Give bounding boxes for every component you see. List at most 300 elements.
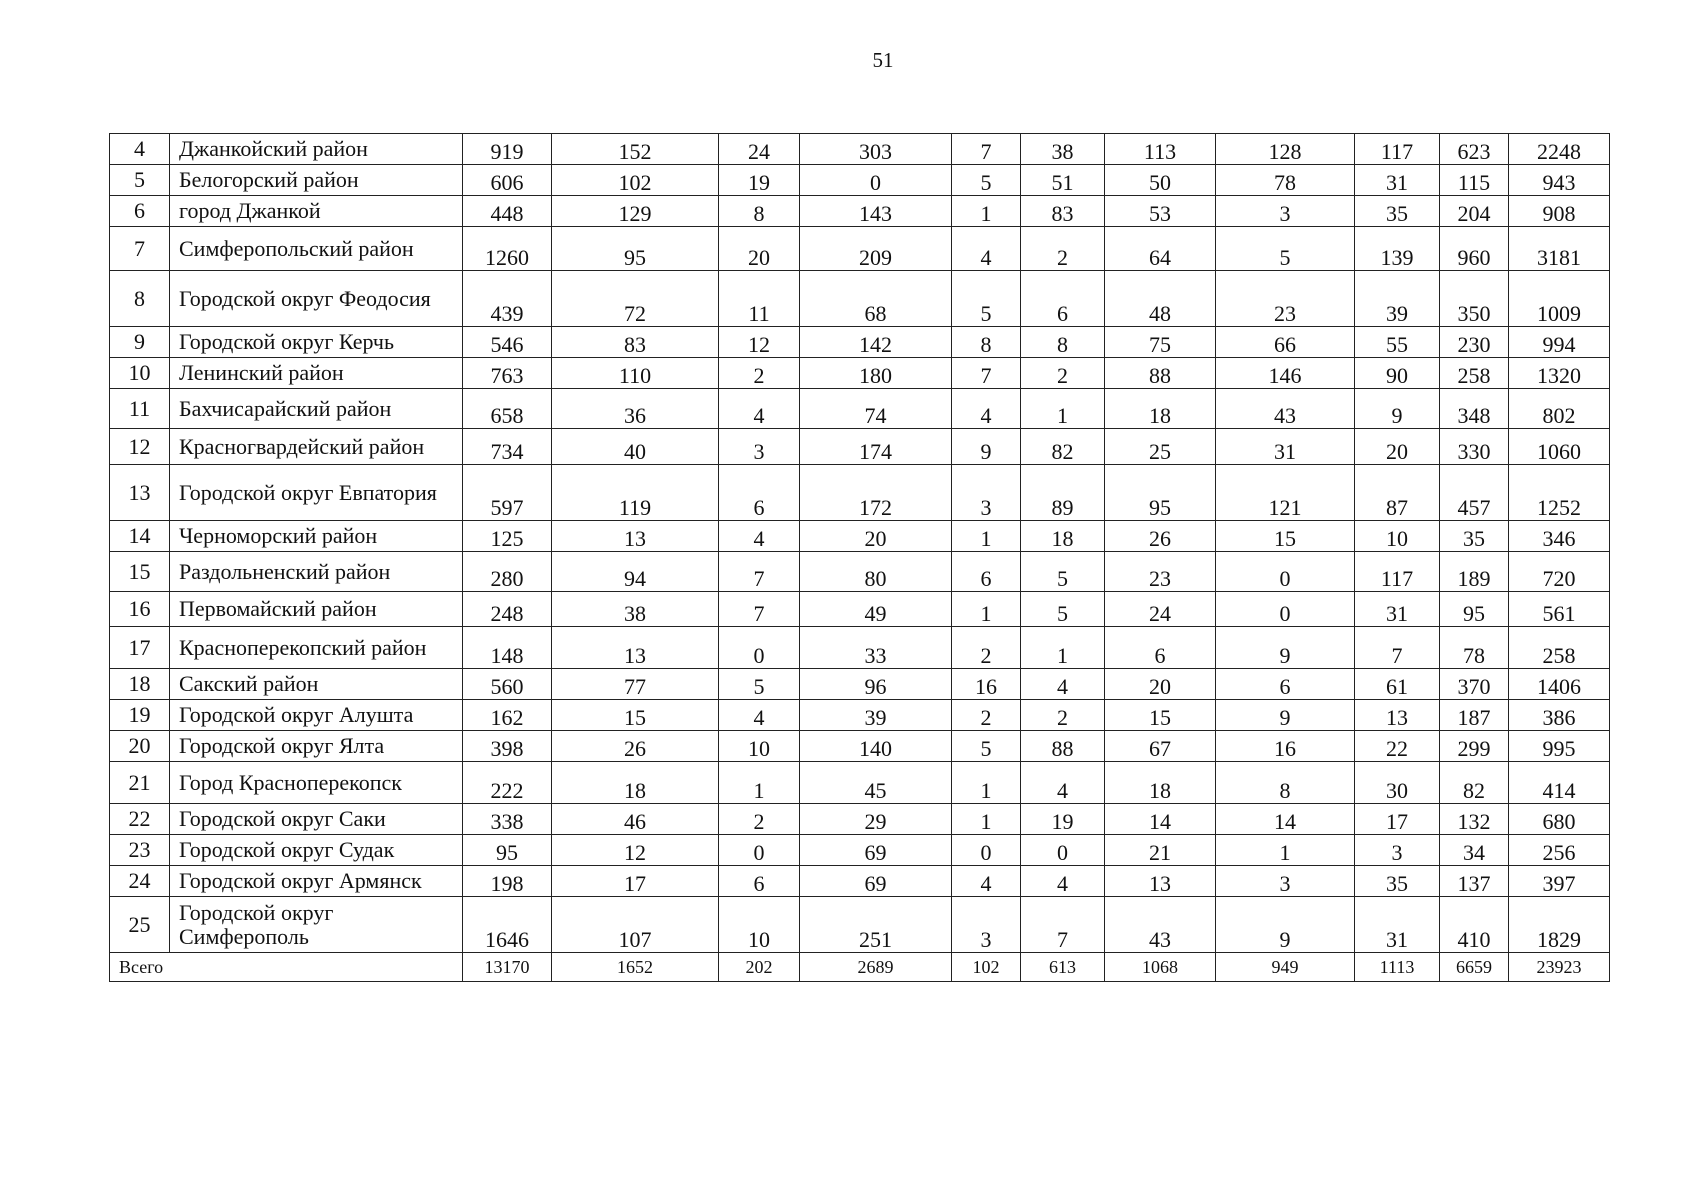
value-cell: 222 bbox=[463, 762, 552, 804]
value-cell: 55 bbox=[1355, 327, 1440, 358]
value-cell: 17 bbox=[1355, 804, 1440, 835]
total-value-cell: 6659 bbox=[1440, 953, 1509, 982]
value-cell: 78 bbox=[1440, 627, 1509, 669]
value-cell: 146 bbox=[1216, 358, 1355, 389]
statistics-table bbox=[109, 133, 1610, 982]
district-name: Городской округ Судак bbox=[170, 835, 463, 866]
value-cell: 1060 bbox=[1509, 429, 1610, 465]
value-cell: 4 bbox=[1021, 669, 1105, 700]
value-cell: 4 bbox=[719, 700, 800, 731]
row-number: 21 bbox=[110, 762, 170, 804]
table-row bbox=[110, 835, 1610, 866]
district-name: Городской округ Ялта bbox=[170, 731, 463, 762]
table-row bbox=[110, 327, 1610, 358]
value-cell: 90 bbox=[1355, 358, 1440, 389]
row-number: 20 bbox=[110, 731, 170, 762]
value-cell: 10 bbox=[719, 897, 800, 953]
value-cell: 18 bbox=[1105, 389, 1216, 429]
value-cell: 338 bbox=[463, 804, 552, 835]
district-name: Городской округ Феодосия bbox=[170, 271, 463, 327]
value-cell: 623 bbox=[1440, 134, 1509, 165]
district-name: Джанкойский район bbox=[170, 134, 463, 165]
value-cell: 3 bbox=[1216, 866, 1355, 897]
district-name: Городской округ Евпатория bbox=[170, 465, 463, 521]
value-cell: 1252 bbox=[1509, 465, 1610, 521]
value-cell: 386 bbox=[1509, 700, 1610, 731]
value-cell: 1 bbox=[719, 762, 800, 804]
total-value-cell: 2689 bbox=[800, 953, 952, 982]
value-cell: 113 bbox=[1105, 134, 1216, 165]
value-cell: 102 bbox=[552, 165, 719, 196]
value-cell: 82 bbox=[1021, 429, 1105, 465]
value-cell: 39 bbox=[1355, 271, 1440, 327]
value-cell: 69 bbox=[800, 835, 952, 866]
value-cell: 5 bbox=[952, 731, 1021, 762]
district-name: Городской округ Керчь bbox=[170, 327, 463, 358]
value-cell: 22 bbox=[1355, 731, 1440, 762]
value-cell: 763 bbox=[463, 358, 552, 389]
table-row bbox=[110, 627, 1610, 669]
value-cell: 230 bbox=[1440, 327, 1509, 358]
table-row bbox=[110, 465, 1610, 521]
value-cell: 25 bbox=[1105, 429, 1216, 465]
value-cell: 13 bbox=[1355, 700, 1440, 731]
value-cell: 20 bbox=[800, 521, 952, 552]
row-number: 12 bbox=[110, 429, 170, 465]
value-cell: 64 bbox=[1105, 227, 1216, 271]
value-cell: 88 bbox=[1021, 731, 1105, 762]
value-cell: 908 bbox=[1509, 196, 1610, 227]
value-cell: 36 bbox=[552, 389, 719, 429]
value-cell: 66 bbox=[1216, 327, 1355, 358]
value-cell: 4 bbox=[1021, 762, 1105, 804]
value-cell: 5 bbox=[1021, 592, 1105, 627]
district-name: Ленинский район bbox=[170, 358, 463, 389]
value-cell: 31 bbox=[1355, 165, 1440, 196]
value-cell: 1260 bbox=[463, 227, 552, 271]
value-cell: 119 bbox=[552, 465, 719, 521]
value-cell: 280 bbox=[463, 552, 552, 592]
value-cell: 1 bbox=[952, 521, 1021, 552]
value-cell: 256 bbox=[1509, 835, 1610, 866]
value-cell: 9 bbox=[1355, 389, 1440, 429]
value-cell: 560 bbox=[463, 669, 552, 700]
district-name: Симферопольский район bbox=[170, 227, 463, 271]
total-value-cell: 23923 bbox=[1509, 953, 1610, 982]
total-value-cell: 202 bbox=[719, 953, 800, 982]
value-cell: 919 bbox=[463, 134, 552, 165]
value-cell: 20 bbox=[1355, 429, 1440, 465]
total-value-cell: 949 bbox=[1216, 953, 1355, 982]
value-cell: 943 bbox=[1509, 165, 1610, 196]
value-cell: 43 bbox=[1105, 897, 1216, 953]
row-number: 24 bbox=[110, 866, 170, 897]
value-cell: 7 bbox=[1021, 897, 1105, 953]
value-cell: 189 bbox=[1440, 552, 1509, 592]
value-cell: 7 bbox=[1355, 627, 1440, 669]
value-cell: 11 bbox=[719, 271, 800, 327]
value-cell: 4 bbox=[719, 521, 800, 552]
value-cell: 6 bbox=[719, 465, 800, 521]
district-name: Городской округ Саки bbox=[170, 804, 463, 835]
value-cell: 20 bbox=[1105, 669, 1216, 700]
table-row bbox=[110, 521, 1610, 552]
value-cell: 0 bbox=[1216, 552, 1355, 592]
value-cell: 6 bbox=[1105, 627, 1216, 669]
value-cell: 7 bbox=[952, 358, 1021, 389]
district-name: Город Красноперекопск bbox=[170, 762, 463, 804]
value-cell: 1406 bbox=[1509, 669, 1610, 700]
value-cell: 172 bbox=[800, 465, 952, 521]
value-cell: 12 bbox=[552, 835, 719, 866]
value-cell: 23 bbox=[1216, 271, 1355, 327]
value-cell: 75 bbox=[1105, 327, 1216, 358]
value-cell: 83 bbox=[1021, 196, 1105, 227]
value-cell: 24 bbox=[719, 134, 800, 165]
table-row bbox=[110, 429, 1610, 465]
value-cell: 148 bbox=[463, 627, 552, 669]
value-cell: 45 bbox=[800, 762, 952, 804]
value-cell: 370 bbox=[1440, 669, 1509, 700]
row-number: 19 bbox=[110, 700, 170, 731]
row-number: 14 bbox=[110, 521, 170, 552]
value-cell: 95 bbox=[552, 227, 719, 271]
table-row bbox=[110, 762, 1610, 804]
value-cell: 20 bbox=[719, 227, 800, 271]
value-cell: 115 bbox=[1440, 165, 1509, 196]
value-cell: 89 bbox=[1021, 465, 1105, 521]
value-cell: 142 bbox=[800, 327, 952, 358]
value-cell: 72 bbox=[552, 271, 719, 327]
value-cell: 299 bbox=[1440, 731, 1509, 762]
value-cell: 35 bbox=[1355, 866, 1440, 897]
value-cell: 96 bbox=[800, 669, 952, 700]
value-cell: 12 bbox=[719, 327, 800, 358]
value-cell: 303 bbox=[800, 134, 952, 165]
value-cell: 19 bbox=[719, 165, 800, 196]
value-cell: 87 bbox=[1355, 465, 1440, 521]
district-name: Первомайский район bbox=[170, 592, 463, 627]
value-cell: 448 bbox=[463, 196, 552, 227]
value-cell: 31 bbox=[1216, 429, 1355, 465]
value-cell: 209 bbox=[800, 227, 952, 271]
value-cell: 29 bbox=[800, 804, 952, 835]
table-row bbox=[110, 389, 1610, 429]
value-cell: 35 bbox=[1355, 196, 1440, 227]
value-cell: 8 bbox=[1216, 762, 1355, 804]
value-cell: 1009 bbox=[1509, 271, 1610, 327]
value-cell: 69 bbox=[800, 866, 952, 897]
value-cell: 0 bbox=[952, 835, 1021, 866]
value-cell: 960 bbox=[1440, 227, 1509, 271]
district-name: Городской округ Симферополь bbox=[170, 897, 463, 953]
value-cell: 68 bbox=[800, 271, 952, 327]
value-cell: 0 bbox=[1216, 592, 1355, 627]
value-cell: 994 bbox=[1509, 327, 1610, 358]
value-cell: 546 bbox=[463, 327, 552, 358]
value-cell: 143 bbox=[800, 196, 952, 227]
value-cell: 1 bbox=[1021, 627, 1105, 669]
value-cell: 0 bbox=[719, 627, 800, 669]
total-label: Всего bbox=[110, 953, 463, 982]
value-cell: 439 bbox=[463, 271, 552, 327]
value-cell: 110 bbox=[552, 358, 719, 389]
table-row bbox=[110, 196, 1610, 227]
value-cell: 107 bbox=[552, 897, 719, 953]
table-row bbox=[110, 804, 1610, 835]
row-number: 18 bbox=[110, 669, 170, 700]
value-cell: 9 bbox=[952, 429, 1021, 465]
value-cell: 174 bbox=[800, 429, 952, 465]
value-cell: 346 bbox=[1509, 521, 1610, 552]
value-cell: 398 bbox=[463, 731, 552, 762]
value-cell: 10 bbox=[1355, 521, 1440, 552]
district-name: Раздольненский район bbox=[170, 552, 463, 592]
value-cell: 1 bbox=[952, 592, 1021, 627]
district-name: Красноперекопский район bbox=[170, 627, 463, 669]
value-cell: 78 bbox=[1216, 165, 1355, 196]
table-row bbox=[110, 897, 1610, 953]
value-cell: 24 bbox=[1105, 592, 1216, 627]
table-row bbox=[110, 134, 1610, 165]
row-number: 13 bbox=[110, 465, 170, 521]
value-cell: 74 bbox=[800, 389, 952, 429]
district-name: Черноморский район bbox=[170, 521, 463, 552]
value-cell: 7 bbox=[719, 552, 800, 592]
total-value-cell: 1068 bbox=[1105, 953, 1216, 982]
district-name: Городской округ Армянск bbox=[170, 866, 463, 897]
value-cell: 180 bbox=[800, 358, 952, 389]
value-cell: 8 bbox=[1021, 327, 1105, 358]
table-row bbox=[110, 669, 1610, 700]
value-cell: 9 bbox=[1216, 897, 1355, 953]
value-cell: 680 bbox=[1509, 804, 1610, 835]
value-cell: 51 bbox=[1021, 165, 1105, 196]
district-name: Городской округ Алушта bbox=[170, 700, 463, 731]
value-cell: 34 bbox=[1440, 835, 1509, 866]
row-number: 4 bbox=[110, 134, 170, 165]
value-cell: 31 bbox=[1355, 592, 1440, 627]
row-number: 23 bbox=[110, 835, 170, 866]
district-name: Сакский район bbox=[170, 669, 463, 700]
value-cell: 21 bbox=[1105, 835, 1216, 866]
value-cell: 38 bbox=[1021, 134, 1105, 165]
value-cell: 13 bbox=[1105, 866, 1216, 897]
table-row bbox=[110, 271, 1610, 327]
table-row bbox=[110, 592, 1610, 627]
value-cell: 31 bbox=[1355, 897, 1440, 953]
value-cell: 2 bbox=[719, 358, 800, 389]
value-cell: 117 bbox=[1355, 134, 1440, 165]
value-cell: 95 bbox=[1105, 465, 1216, 521]
value-cell: 1320 bbox=[1509, 358, 1610, 389]
value-cell: 128 bbox=[1216, 134, 1355, 165]
total-value-cell: 102 bbox=[952, 953, 1021, 982]
value-cell: 117 bbox=[1355, 552, 1440, 592]
value-cell: 204 bbox=[1440, 196, 1509, 227]
value-cell: 802 bbox=[1509, 389, 1610, 429]
value-cell: 6 bbox=[719, 866, 800, 897]
value-cell: 14 bbox=[1216, 804, 1355, 835]
value-cell: 3 bbox=[1216, 196, 1355, 227]
row-number: 17 bbox=[110, 627, 170, 669]
value-cell: 2 bbox=[1021, 227, 1105, 271]
table-row bbox=[110, 700, 1610, 731]
value-cell: 397 bbox=[1509, 866, 1610, 897]
value-cell: 132 bbox=[1440, 804, 1509, 835]
value-cell: 95 bbox=[463, 835, 552, 866]
value-cell: 13 bbox=[552, 521, 719, 552]
value-cell: 40 bbox=[552, 429, 719, 465]
value-cell: 14 bbox=[1105, 804, 1216, 835]
value-cell: 606 bbox=[463, 165, 552, 196]
row-number: 8 bbox=[110, 271, 170, 327]
value-cell: 3 bbox=[719, 429, 800, 465]
district-name: Белогорский район bbox=[170, 165, 463, 196]
table-row bbox=[110, 227, 1610, 271]
value-cell: 39 bbox=[800, 700, 952, 731]
value-cell: 23 bbox=[1105, 552, 1216, 592]
value-cell: 198 bbox=[463, 866, 552, 897]
value-cell: 9 bbox=[1216, 627, 1355, 669]
value-cell: 6 bbox=[1021, 271, 1105, 327]
value-cell: 1 bbox=[952, 196, 1021, 227]
value-cell: 139 bbox=[1355, 227, 1440, 271]
row-number: 6 bbox=[110, 196, 170, 227]
value-cell: 82 bbox=[1440, 762, 1509, 804]
value-cell: 3 bbox=[952, 897, 1021, 953]
row-number: 22 bbox=[110, 804, 170, 835]
value-cell: 1 bbox=[1216, 835, 1355, 866]
table-body bbox=[110, 134, 1610, 982]
row-number: 15 bbox=[110, 552, 170, 592]
value-cell: 50 bbox=[1105, 165, 1216, 196]
value-cell: 49 bbox=[800, 592, 952, 627]
value-cell: 137 bbox=[1440, 866, 1509, 897]
row-number: 7 bbox=[110, 227, 170, 271]
value-cell: 258 bbox=[1440, 358, 1509, 389]
row-number: 9 bbox=[110, 327, 170, 358]
table-row bbox=[110, 731, 1610, 762]
value-cell: 5 bbox=[1021, 552, 1105, 592]
value-cell: 77 bbox=[552, 669, 719, 700]
value-cell: 33 bbox=[800, 627, 952, 669]
value-cell: 1646 bbox=[463, 897, 552, 953]
district-name: город Джанкой bbox=[170, 196, 463, 227]
value-cell: 248 bbox=[463, 592, 552, 627]
value-cell: 4 bbox=[1021, 866, 1105, 897]
value-cell: 3 bbox=[952, 465, 1021, 521]
value-cell: 95 bbox=[1440, 592, 1509, 627]
value-cell: 410 bbox=[1440, 897, 1509, 953]
value-cell: 414 bbox=[1509, 762, 1610, 804]
value-cell: 67 bbox=[1105, 731, 1216, 762]
value-cell: 187 bbox=[1440, 700, 1509, 731]
value-cell: 19 bbox=[1021, 804, 1105, 835]
value-cell: 350 bbox=[1440, 271, 1509, 327]
table-row bbox=[110, 358, 1610, 389]
value-cell: 125 bbox=[463, 521, 552, 552]
value-cell: 1 bbox=[952, 804, 1021, 835]
value-cell: 2248 bbox=[1509, 134, 1610, 165]
value-cell: 7 bbox=[719, 592, 800, 627]
value-cell: 38 bbox=[552, 592, 719, 627]
total-value-cell: 13170 bbox=[463, 953, 552, 982]
page-number: 51 bbox=[872, 48, 894, 72]
value-cell: 258 bbox=[1509, 627, 1610, 669]
value-cell: 330 bbox=[1440, 429, 1509, 465]
row-number: 11 bbox=[110, 389, 170, 429]
value-cell: 5 bbox=[719, 669, 800, 700]
value-cell: 9 bbox=[1216, 700, 1355, 731]
row-number: 10 bbox=[110, 358, 170, 389]
value-cell: 457 bbox=[1440, 465, 1509, 521]
total-row bbox=[110, 953, 1610, 982]
value-cell: 2 bbox=[1021, 358, 1105, 389]
value-cell: 6 bbox=[952, 552, 1021, 592]
value-cell: 3 bbox=[1355, 835, 1440, 866]
value-cell: 94 bbox=[552, 552, 719, 592]
value-cell: 18 bbox=[1105, 762, 1216, 804]
value-cell: 15 bbox=[1105, 700, 1216, 731]
value-cell: 2 bbox=[1021, 700, 1105, 731]
value-cell: 348 bbox=[1440, 389, 1509, 429]
value-cell: 4 bbox=[719, 389, 800, 429]
total-value-cell: 1652 bbox=[552, 953, 719, 982]
value-cell: 15 bbox=[552, 700, 719, 731]
value-cell: 0 bbox=[800, 165, 952, 196]
value-cell: 1 bbox=[952, 762, 1021, 804]
value-cell: 53 bbox=[1105, 196, 1216, 227]
value-cell: 88 bbox=[1105, 358, 1216, 389]
value-cell: 26 bbox=[1105, 521, 1216, 552]
value-cell: 17 bbox=[552, 866, 719, 897]
value-cell: 5 bbox=[952, 165, 1021, 196]
table-row bbox=[110, 552, 1610, 592]
value-cell: 48 bbox=[1105, 271, 1216, 327]
value-cell: 2 bbox=[719, 804, 800, 835]
district-name: Красногвардейский район bbox=[170, 429, 463, 465]
value-cell: 734 bbox=[463, 429, 552, 465]
value-cell: 152 bbox=[552, 134, 719, 165]
value-cell: 162 bbox=[463, 700, 552, 731]
value-cell: 0 bbox=[719, 835, 800, 866]
value-cell: 18 bbox=[1021, 521, 1105, 552]
value-cell: 83 bbox=[552, 327, 719, 358]
value-cell: 80 bbox=[800, 552, 952, 592]
value-cell: 13 bbox=[552, 627, 719, 669]
value-cell: 1 bbox=[1021, 389, 1105, 429]
value-cell: 5 bbox=[952, 271, 1021, 327]
value-cell: 1829 bbox=[1509, 897, 1610, 953]
value-cell: 3181 bbox=[1509, 227, 1610, 271]
district-name: Бахчисарайский район bbox=[170, 389, 463, 429]
total-value-cell: 1113 bbox=[1355, 953, 1440, 982]
value-cell: 8 bbox=[952, 327, 1021, 358]
value-cell: 140 bbox=[800, 731, 952, 762]
row-number: 5 bbox=[110, 165, 170, 196]
value-cell: 16 bbox=[952, 669, 1021, 700]
value-cell: 2 bbox=[952, 627, 1021, 669]
value-cell: 597 bbox=[463, 465, 552, 521]
value-cell: 2 bbox=[952, 700, 1021, 731]
value-cell: 30 bbox=[1355, 762, 1440, 804]
value-cell: 121 bbox=[1216, 465, 1355, 521]
value-cell: 15 bbox=[1216, 521, 1355, 552]
value-cell: 10 bbox=[719, 731, 800, 762]
value-cell: 561 bbox=[1509, 592, 1610, 627]
value-cell: 16 bbox=[1216, 731, 1355, 762]
